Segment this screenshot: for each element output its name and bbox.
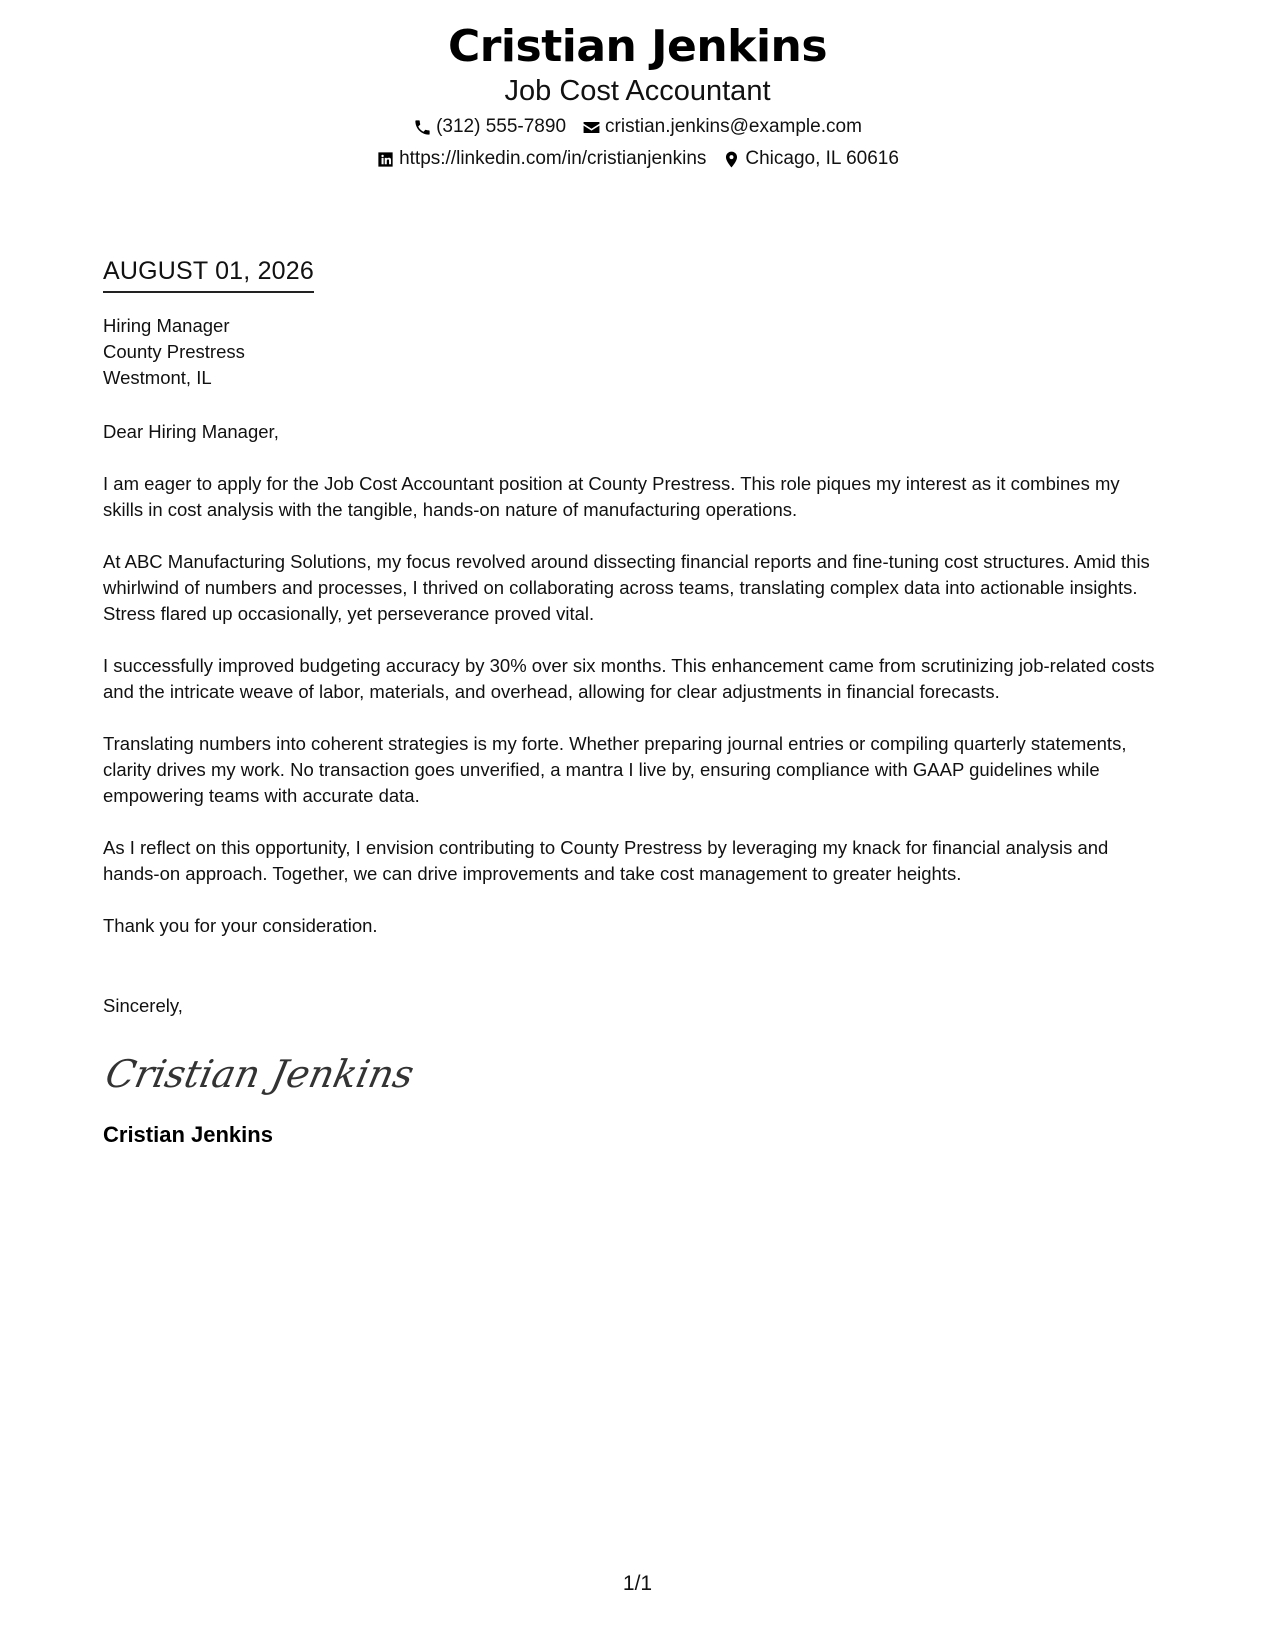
contact-row-secondary xyxy=(0,144,1275,174)
phone-icon xyxy=(413,118,432,137)
contact-row-primary xyxy=(0,112,1275,142)
location-text: Chicago, IL 60616 xyxy=(745,148,899,169)
signature-image xyxy=(101,1043,418,1103)
letter-date: AUGUST 01, 2026 xyxy=(103,255,314,293)
linkedin-url: https://linkedin.com/in/cristianjenkins xyxy=(399,148,707,169)
applicant-name: Cristian Jenkins xyxy=(447,21,828,72)
contact-linkedin xyxy=(376,144,706,174)
applicant-job-title: Job Cost Accountant xyxy=(504,75,771,107)
handwritten-signature xyxy=(103,1043,1163,1103)
body-paragraph: I successfully improved budgeting accuracy by 30% over six months. This enhancement came from scrutinizing job-related costs and the intricate weave of labor, materials, and overhead, allowing for clear adjustments in financial forecasts. xyxy=(103,655,1155,702)
salutation: Dear Hiring Manager, xyxy=(103,421,279,442)
body-paragraph: As I reflect on this opportunity, I envision contributing to County Prestress by leveraging my knack for financial analysis and hands-on approach. Together, we can drive improvements and take cost management to greater heights. xyxy=(103,837,1109,884)
map-pin-icon xyxy=(722,150,741,169)
contact-location xyxy=(722,144,899,174)
envelope-icon xyxy=(582,118,601,137)
body-paragraph: At ABC Manufacturing Solutions, my focus revolved around dissecting financial reports and fine-tuning cost structures. Amid this whirlwind of numbers and processes, I thrived on collaborating across teams, translating complex data into actionable insights. Stress flared up occasionally, yet perseverance proved vital. xyxy=(103,551,1150,624)
letter-header xyxy=(0,20,1275,174)
recipient-line: County Prestress xyxy=(103,341,245,362)
body-paragraph: I am eager to apply for the Job Cost Accountant position at County Prestress. This role piques my interest as it combines my skills in cost analysis with the tangible, hands-on nature of manufacturing operations. xyxy=(103,473,1120,520)
contact-email xyxy=(582,112,862,142)
letter-body xyxy=(103,255,1163,1149)
closing: Sincerely, xyxy=(103,995,183,1016)
recipient-line: Hiring Manager xyxy=(103,315,230,336)
recipient-line: Westmont, IL xyxy=(103,367,212,388)
signature-script: Cristian Jenkins xyxy=(101,1052,418,1097)
recipient-block xyxy=(103,313,1163,391)
email-address: cristian.jenkins@example.com xyxy=(605,116,862,137)
thank-you-line: Thank you for your consideration. xyxy=(103,915,378,936)
signed-name: Cristian Jenkins xyxy=(103,1122,273,1147)
contact-phone xyxy=(413,112,566,142)
linkedin-icon xyxy=(376,150,395,169)
page-number: 1/1 xyxy=(622,1572,653,1595)
body-paragraph: Translating numbers into coherent strategies is my forte. Whether preparing journal entries or compiling quarterly statements, clarity drives my work. No transaction goes unverified, a mantra I live by, ensuring compliance with GAAP guidelines while empowering teams with accurate data. xyxy=(103,733,1127,806)
phone-number: (312) 555-7890 xyxy=(436,116,567,137)
